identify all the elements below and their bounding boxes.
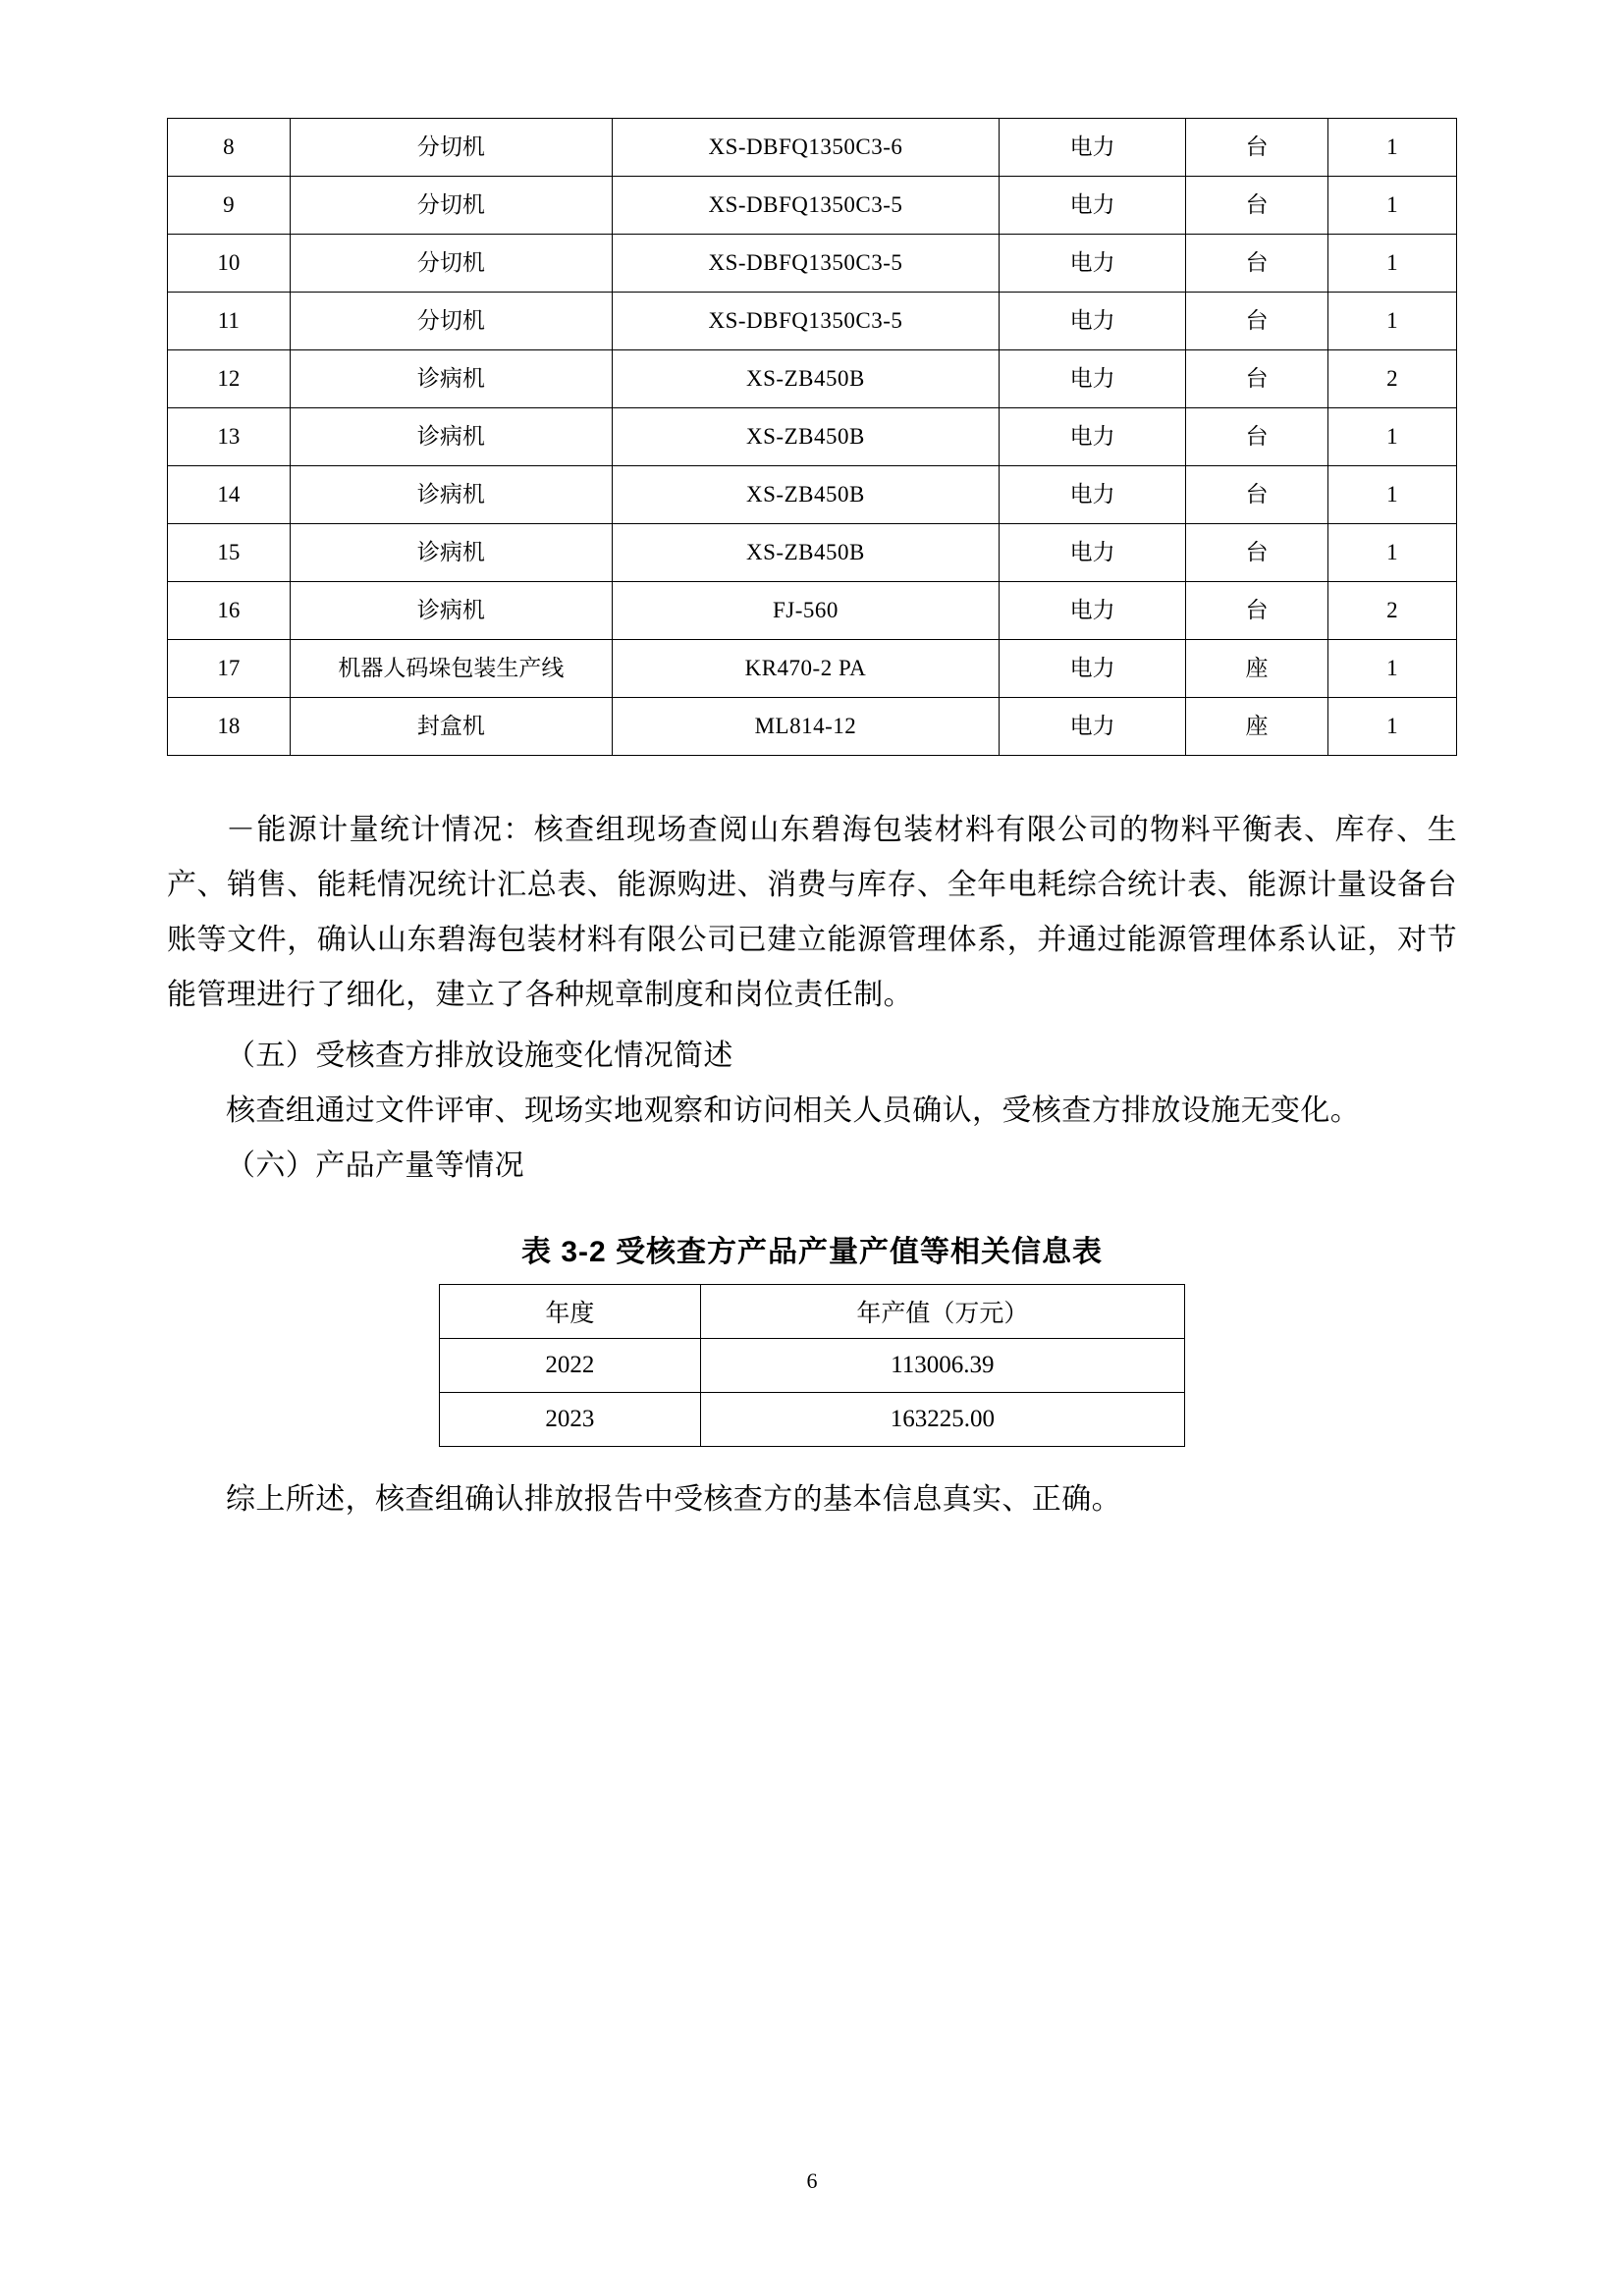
cell-unit: 台 [1186, 466, 1327, 524]
cell-energy: 电力 [999, 350, 1185, 408]
cell-unit: 台 [1186, 582, 1327, 640]
table-row [440, 1339, 1185, 1393]
cell-model: FJ-560 [612, 582, 999, 640]
cell-qty: 1 [1327, 408, 1456, 466]
paragraph-emission-facility: 核查组通过文件评审、现场实地观察和访问相关人员确认，受核查方排放设施无变化。 [226, 1095, 1361, 1127]
cell-name: 机器人码垛包装生产线 [290, 640, 612, 698]
cell-unit: 台 [1186, 177, 1327, 235]
cell-index: 13 [168, 408, 291, 466]
cell-energy: 电力 [999, 119, 1185, 177]
paragraph-conclusion: 综上所述，核查组确认排放报告中受核查方的基本信息真实、正确。 [226, 1483, 1121, 1516]
cell-model: XS-ZB450B [612, 466, 999, 524]
cell-index: 12 [168, 350, 291, 408]
cell-model: XS-ZB450B [612, 350, 999, 408]
page-number: 6 [806, 2168, 818, 2193]
cell-index: 14 [168, 466, 291, 524]
cell-name: 诊病机 [290, 350, 612, 408]
cell-qty: 1 [1327, 524, 1456, 582]
cell-qty: 1 [1327, 119, 1456, 177]
heading-section-six: （六）产品产量等情况 [226, 1149, 524, 1182]
cell-qty: 2 [1327, 582, 1456, 640]
cell-name: 诊病机 [290, 408, 612, 466]
cell-energy: 电力 [999, 524, 1185, 582]
cell-energy: 电力 [999, 408, 1185, 466]
table-row [168, 350, 1457, 408]
cell-name: 封盒机 [290, 698, 612, 756]
cell-name: 诊病机 [290, 524, 612, 582]
table-row [440, 1393, 1185, 1447]
product-table-wrapper [167, 1284, 1457, 1447]
cell-energy: 电力 [999, 235, 1185, 293]
cell-index: 15 [168, 524, 291, 582]
cell-name: 分切机 [290, 235, 612, 293]
cell-output-value: 113006.39 [700, 1339, 1184, 1393]
cell-index: 17 [168, 640, 291, 698]
cell-name: 分切机 [290, 293, 612, 350]
cell-energy: 电力 [999, 698, 1185, 756]
cell-unit: 座 [1186, 698, 1327, 756]
cell-qty: 1 [1327, 235, 1456, 293]
cell-qty: 1 [1327, 293, 1456, 350]
product-table-caption: 表 3-2 受核查方产品产量产值等相关信息表 [520, 1236, 1104, 1268]
cell-index: 18 [168, 698, 291, 756]
paragraph-energy-metering: －能源计量统计情况：核查组现场查阅山东碧海包装材料有限公司的物料平衡表、库存、生产、销售、能耗情况统计汇总表、能源购进、消费与库存、全年电耗综合统计表、能源计量设备台账等文件，确认山东碧海包装材料有限公司已建立能源管理体系，并通过能源管理体系认证，对节能管理进行了细化，建立了各种规章制度和岗位责任制。 [167, 814, 1457, 1011]
cell-qty: 1 [1327, 698, 1456, 756]
cell-energy: 电力 [999, 177, 1185, 235]
cell-energy: 电力 [999, 640, 1185, 698]
cell-energy: 电力 [999, 293, 1185, 350]
cell-year: 2023 [440, 1393, 701, 1447]
cell-name: 分切机 [290, 119, 612, 177]
cell-unit: 台 [1186, 408, 1327, 466]
cell-year: 2022 [440, 1339, 701, 1393]
table-row [168, 466, 1457, 524]
table-row [168, 293, 1457, 350]
table-row [168, 582, 1457, 640]
cell-qty: 1 [1327, 177, 1456, 235]
cell-energy: 电力 [999, 582, 1185, 640]
cell-model: KR470-2 PA [612, 640, 999, 698]
cell-output-value: 163225.00 [700, 1393, 1184, 1447]
cell-name: 分切机 [290, 177, 612, 235]
cell-index: 11 [168, 293, 291, 350]
cell-model: XS-DBFQ1350C3-5 [612, 235, 999, 293]
header-output-value: 年产值（万元） [700, 1285, 1184, 1339]
cell-model: XS-DBFQ1350C3-5 [612, 293, 999, 350]
cell-model: XS-ZB450B [612, 524, 999, 582]
product-output-table [439, 1284, 1185, 1447]
cell-index: 8 [168, 119, 291, 177]
cell-unit: 座 [1186, 640, 1327, 698]
cell-unit: 台 [1186, 293, 1327, 350]
cell-model: ML814-12 [612, 698, 999, 756]
table-row [168, 119, 1457, 177]
cell-qty: 1 [1327, 466, 1456, 524]
cell-name: 诊病机 [290, 582, 612, 640]
table-row [168, 408, 1457, 466]
cell-index: 9 [168, 177, 291, 235]
table-row [168, 177, 1457, 235]
cell-name: 诊病机 [290, 466, 612, 524]
table-row [168, 698, 1457, 756]
cell-model: XS-DBFQ1350C3-5 [612, 177, 999, 235]
cell-unit: 台 [1186, 524, 1327, 582]
cell-unit: 台 [1186, 235, 1327, 293]
table-row [168, 524, 1457, 582]
cell-unit: 台 [1186, 350, 1327, 408]
table-row [168, 235, 1457, 293]
cell-energy: 电力 [999, 466, 1185, 524]
header-year: 年度 [440, 1285, 701, 1339]
cell-index: 16 [168, 582, 291, 640]
cell-model: XS-ZB450B [612, 408, 999, 466]
equipment-table [167, 118, 1457, 756]
table-header-row [440, 1285, 1185, 1339]
cell-qty: 1 [1327, 640, 1456, 698]
cell-qty: 2 [1327, 350, 1456, 408]
cell-model: XS-DBFQ1350C3-6 [612, 119, 999, 177]
heading-section-five: （五）受核查方排放设施变化情况简述 [226, 1040, 733, 1072]
table-row [168, 640, 1457, 698]
cell-unit: 台 [1186, 119, 1327, 177]
cell-index: 10 [168, 235, 291, 293]
